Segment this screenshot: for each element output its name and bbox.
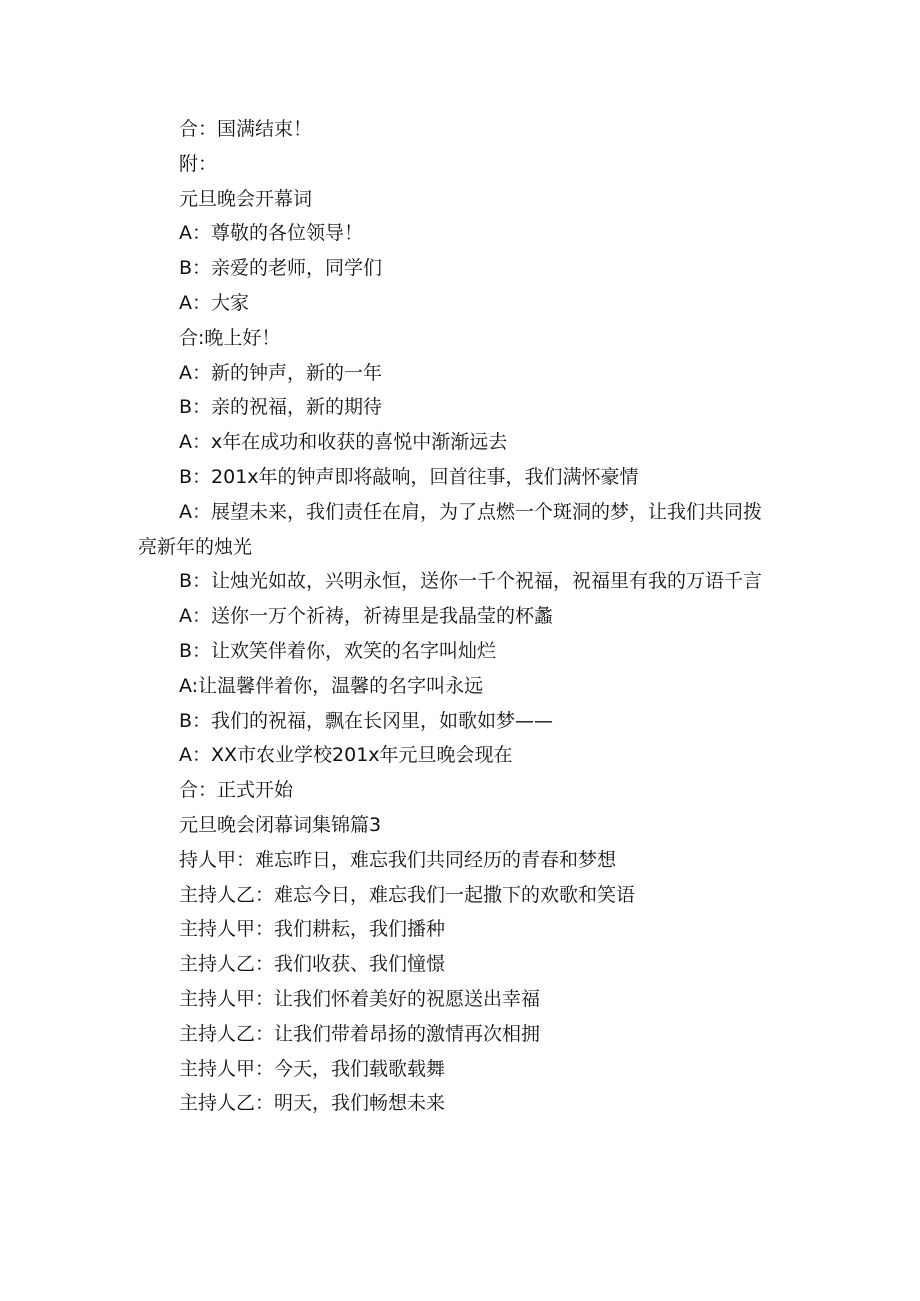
paragraph-line: A：x年在成功和收获的喜悦中渐渐远去 [179,431,508,454]
paragraph-line: B：我们的祝福，飘在长冈里，如歌如梦—— [179,709,554,732]
paragraph-line: 主持人乙：难忘今日，难忘我们一起撒下的欢歌和笑语 [179,883,636,906]
paragraph-line: A：送你一万个祈祷，祈祷里是我晶莹的杯蠡 [179,605,553,628]
paragraph-line: 主持人乙：让我们带着昂扬的激情再次相拥 [179,1022,541,1045]
paragraph-line: B：201x年的钟声即将敲响，回首往事，我们满怀豪情 [179,465,639,488]
paragraph-line: A：XX市农业学校201x年元旦晚会现在 [179,744,513,767]
paragraph-line: A：大家 [179,291,249,314]
paragraph-line: 主持人甲：我们耕耘，我们播种 [179,918,446,941]
paragraph-line: A：新的钟声，新的一年 [179,361,382,384]
document-body [138,112,778,1121]
paragraph-line: B：让烛光如故，兴明永恒，送你一千个祝福，祝福里有我的万语千言 [179,570,763,593]
paragraph-line: 合：国满结束！ [179,118,313,140]
paragraph-line: B：亲的祝福，新的期待 [179,396,383,419]
paragraph-line: A:让温馨伴着你，温馨的名字叫永远 [179,674,484,697]
paragraph-line: 合：正式开始 [179,779,294,802]
paragraph-line: A：展望未来，我们责任在肩，为了点燃一个斑洞的梦，让我们共同拨亮新年的烛光 [138,500,762,558]
paragraph-line: A：尊敬的各位领导！ [179,222,363,245]
section-heading: 元旦晚会开幕词 [179,187,313,210]
paragraph-line: 主持人乙：明天，我们畅想未来 [179,1092,446,1115]
paragraph-line: B：亲爱的老师，同学们 [179,257,383,280]
section-heading: 元旦晚会闭幕词集锦篇3 [179,813,382,836]
paragraph-line: 主持人乙：我们收获、我们憧憬 [179,953,446,976]
paragraph-line: 合:晚上好！ [179,326,281,349]
paragraph-line: 附： [179,152,218,175]
paragraph-line: 持人甲：难忘昨日，难忘我们共同经历的青春和梦想 [179,848,617,871]
paragraph-line: 主持人甲：今天，我们载歌载舞 [179,1057,446,1080]
paragraph-line: B：让欢笑伴着你，欢笑的名字叫灿烂 [179,639,497,662]
paragraph-line: 主持人甲：让我们怀着美好的祝愿送出幸福 [179,987,541,1010]
